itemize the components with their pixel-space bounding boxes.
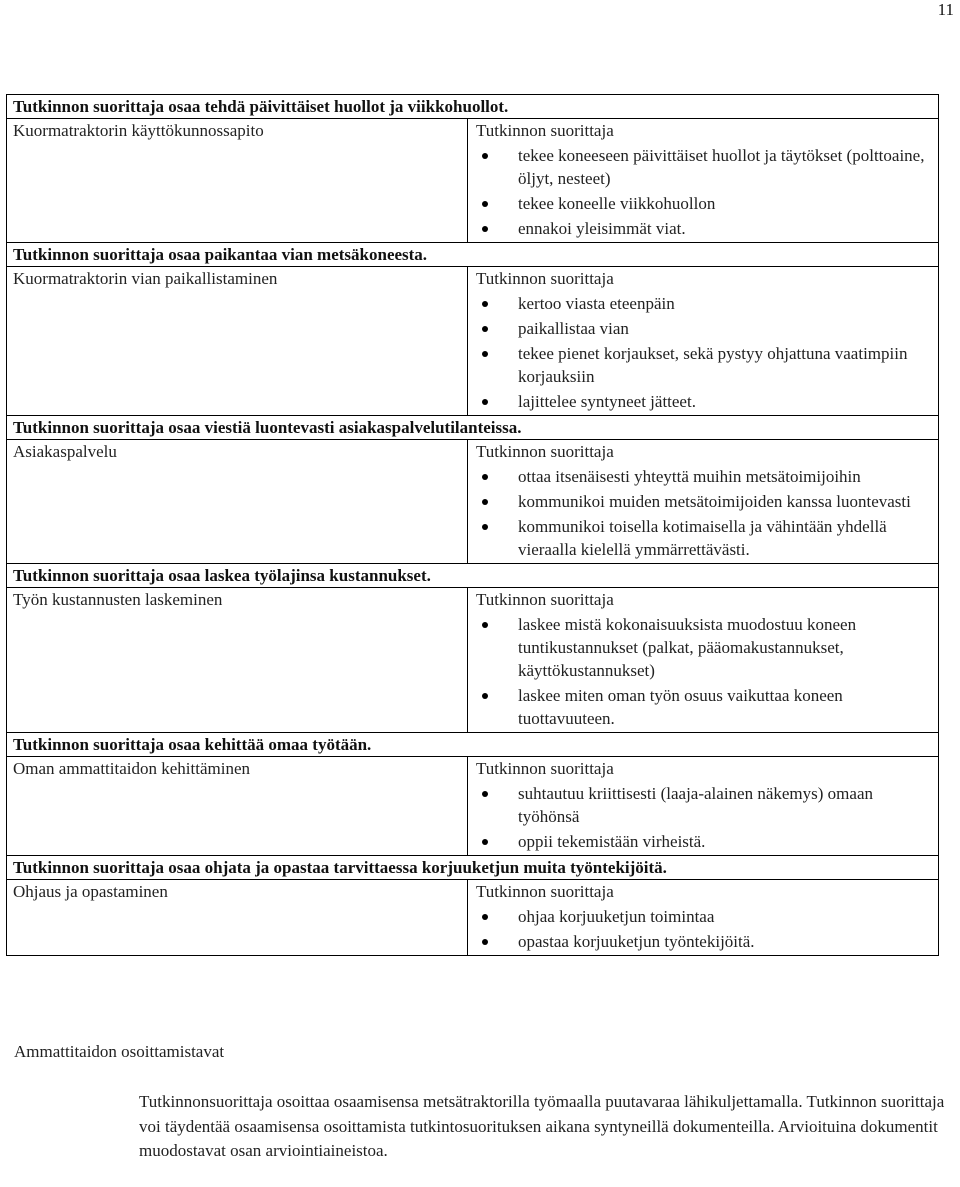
competence-heading-row — [7, 733, 939, 757]
criteria-item: laskee mistä kokonaisuuksista muodostuu koneen tuntikustannukset (palkat, pääomakustannukset, käyttökustannukset) — [518, 613, 932, 682]
criteria-item: kertoo viasta eteenpäin — [518, 292, 932, 315]
competence-area: Työn kustannusten laskeminen — [7, 588, 468, 733]
criteria-item: ottaa itsenäisesti yhteyttä muihin metsätoimijoihin — [518, 465, 932, 488]
competence-content-row — [7, 880, 939, 956]
competence-heading-row — [7, 416, 939, 440]
competence-content-row — [7, 757, 939, 856]
section-body: Tutkinnonsuorittaja osoittaa osaamisensa metsätraktorilla työmaalla puutavaraa lähikuljettamalla. Tutkinnon suorittaja voi täydentää osaamisensa osoittamista tutkintosuorituksen aikana syntyneillä dokumenteilla. Arvioituina dokumentit muodostavat osan arviointiaineistoa. — [139, 1092, 945, 1160]
competence-heading-row — [7, 856, 939, 880]
criteria-cell — [468, 440, 939, 564]
page-number: 11 — [937, 0, 954, 19]
performer-label: Tutkinnon suorittaja — [476, 121, 614, 140]
competence-heading: Tutkinnon suorittaja osaa kehittää omaa työtään. — [7, 733, 939, 757]
competence-heading-row — [7, 564, 939, 588]
criteria-item: oppii tekemistään virheistä. — [518, 830, 932, 853]
criteria-item: tekee pienet korjaukset, sekä pystyy ohjattuna vaatimpiin korjauksiin — [518, 342, 932, 388]
performer-label: Tutkinnon suorittaja — [476, 759, 614, 778]
criteria-list — [476, 905, 932, 953]
performer-label: Tutkinnon suorittaja — [476, 442, 614, 461]
competence-table — [6, 94, 939, 956]
criteria-item: laskee miten oman työn osuus vaikuttaa koneen tuottavuuteen. — [518, 684, 932, 730]
criteria-item: ohjaa korjuuketjun toimintaa — [518, 905, 932, 928]
competence-area: Kuormatraktorin vian paikallistaminen — [7, 267, 468, 416]
table-body — [7, 95, 939, 956]
criteria-cell — [468, 880, 939, 956]
performer-label: Tutkinnon suorittaja — [476, 590, 614, 609]
criteria-cell — [468, 588, 939, 733]
criteria-item: suhtautuu kriittisesti (laaja-alainen näkemys) omaan työhönsä — [518, 782, 932, 828]
competence-area: Asiakaspalvelu — [7, 440, 468, 564]
competence-area: Oman ammattitaidon kehittäminen — [7, 757, 468, 856]
criteria-item: paikallistaa vian — [518, 317, 932, 340]
criteria-item: kommunikoi muiden metsätoimijoiden kanssa luontevasti — [518, 490, 932, 513]
competence-content-row — [7, 440, 939, 564]
performer-label: Tutkinnon suorittaja — [476, 269, 614, 288]
criteria-list — [476, 782, 932, 853]
competence-heading: Tutkinnon suorittaja osaa ohjata ja opastaa tarvittaessa korjuuketjun muita työntekijöitä. — [7, 856, 939, 880]
criteria-item: opastaa korjuuketjun työntekijöitä. — [518, 930, 932, 953]
criteria-list — [476, 292, 932, 413]
criteria-item: kommunikoi toisella kotimaisella ja vähintään yhdellä vieraalla kielellä ymmärrettävästi. — [518, 515, 932, 561]
competence-content-row — [7, 588, 939, 733]
competence-content-row — [7, 119, 939, 243]
criteria-item: ennakoi yleisimmät viat. — [518, 217, 932, 240]
criteria-list — [476, 465, 932, 561]
competence-area: Ohjaus ja opastaminen — [7, 880, 468, 956]
competence-heading: Tutkinnon suorittaja osaa tehdä päivittäiset huollot ja viikkohuollot. — [7, 95, 939, 119]
competence-heading: Tutkinnon suorittaja osaa laskea työlajinsa kustannukset. — [7, 564, 939, 588]
criteria-list — [476, 613, 932, 730]
criteria-cell — [468, 757, 939, 856]
competence-heading-row — [7, 243, 939, 267]
criteria-cell — [468, 267, 939, 416]
criteria-item: lajittelee syntyneet jätteet. — [518, 390, 932, 413]
performer-label: Tutkinnon suorittaja — [476, 882, 614, 901]
competence-area: Kuormatraktorin käyttökunnossapito — [7, 119, 468, 243]
section-title: Ammattitaidon osoittamistavat — [14, 1042, 225, 1061]
criteria-cell — [468, 119, 939, 243]
criteria-list — [476, 144, 932, 240]
criteria-item: tekee koneelle viikkohuollon — [518, 192, 932, 215]
competence-heading: Tutkinnon suorittaja osaa viestiä luontevasti asiakaspalvelutilanteissa. — [7, 416, 939, 440]
criteria-item: tekee koneeseen päivittäiset huollot ja täytökset (polttoaine, öljyt, nesteet) — [518, 144, 932, 190]
competence-heading: Tutkinnon suorittaja osaa paikantaa vian metsäkoneesta. — [7, 243, 939, 267]
competence-content-row — [7, 267, 939, 416]
competence-heading-row — [7, 95, 939, 119]
